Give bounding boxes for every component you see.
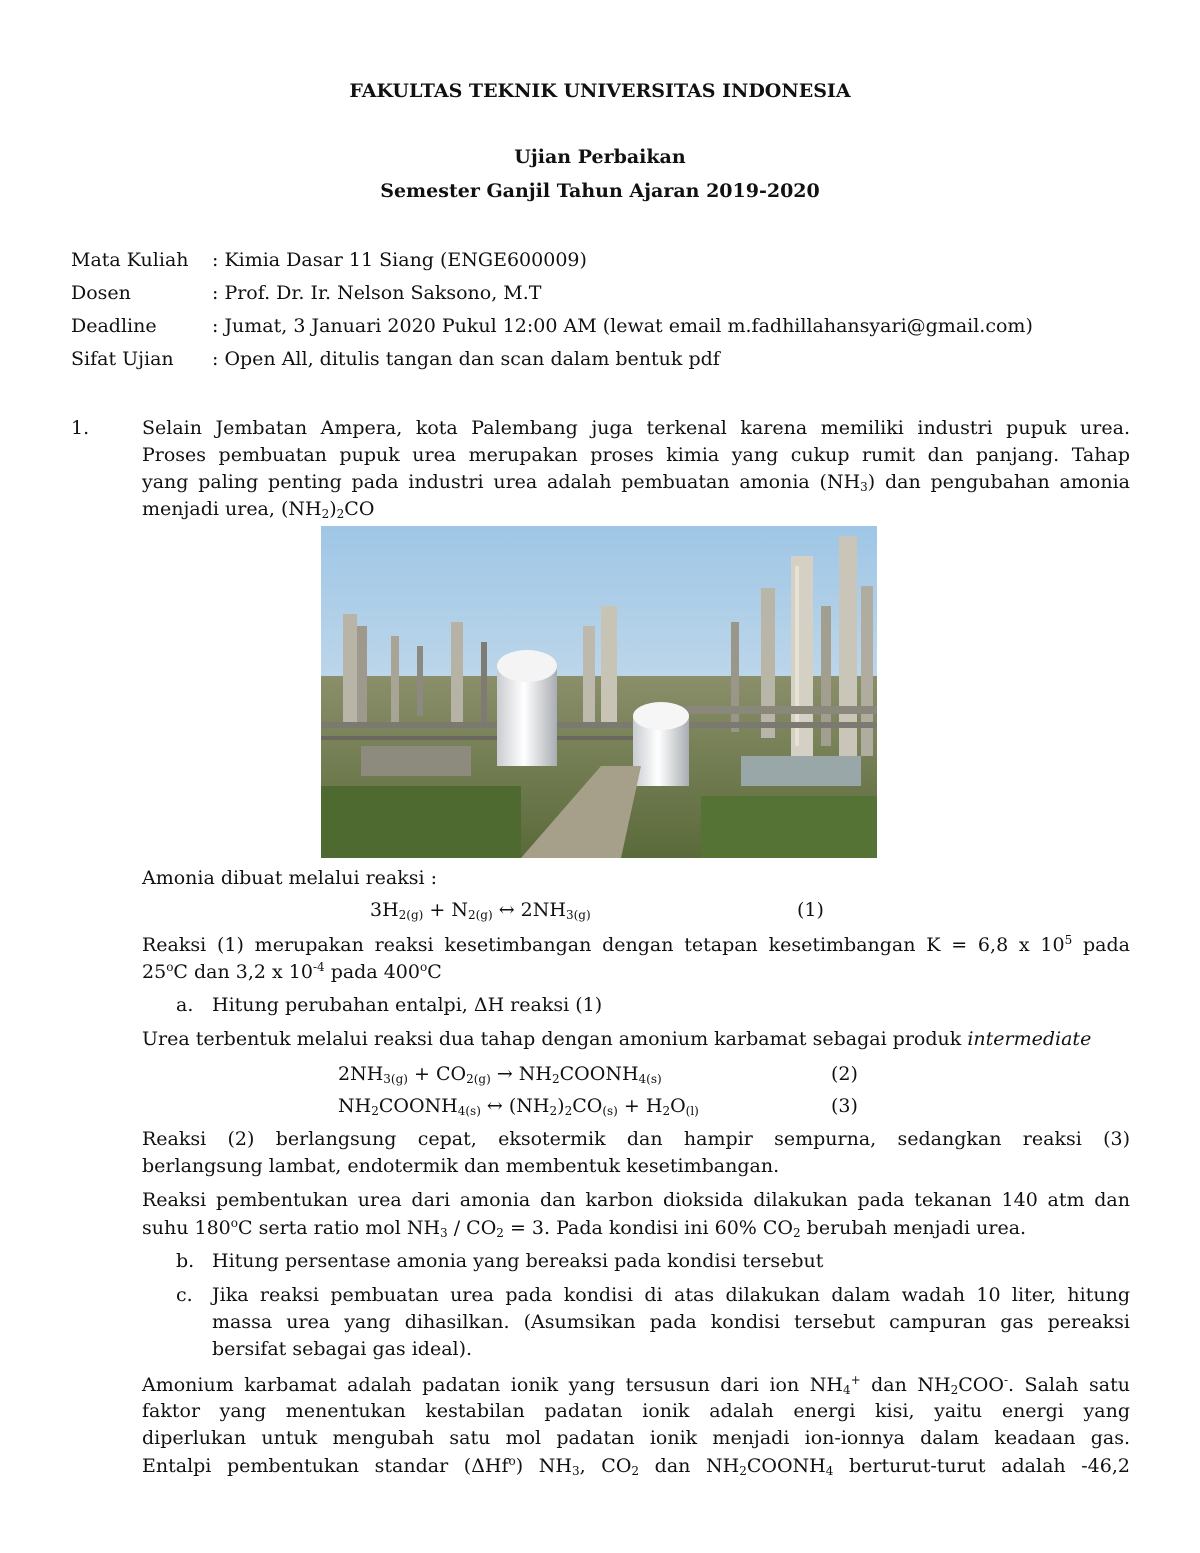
urea-plant-photo bbox=[321, 526, 877, 858]
k-line: 25$^o$C dan 3,2 x $10^{-4}$ pada 400$^o$C bbox=[142, 960, 442, 983]
meta-value: : Jumat, 3 Januari 2020 Pukul 12:00 AM (lewat email m.fadhillahansyari@gmail.com) bbox=[212, 315, 1033, 337]
part-c-line: Jika reaksi pembuatan urea pada kondisi di atas dilakukan dalam wadah 10 liter, hitung bbox=[212, 1284, 1130, 1306]
part-c-label: c. bbox=[176, 1284, 193, 1306]
paragraph-line: suhu 180$^o$C serta ratio mol $NH_3 / CO_2 = 3$. Pada kondisi ini 60% $CO_2$ berubah menjadi urea. bbox=[142, 1216, 1027, 1240]
equation-3-number: (3) bbox=[831, 1095, 858, 1117]
paragraph-line: diperlukan untuk mengubah satu mol padatan ionik menjadi ion-ionnya dalam keadaan gas. bbox=[142, 1427, 1130, 1449]
urea-intro: Urea terbentuk melalui reaksi dua tahap dengan amonium karbamat sebagai produk intermediate bbox=[142, 1028, 1092, 1050]
part-c-line: massa urea yang dihasilkan. (Asumsikan pada kondisi tersebut campuran gas pereaksi bbox=[212, 1311, 1130, 1333]
intro-line: menjadi urea, $(NH_2)_2CO$ bbox=[142, 498, 375, 521]
equation-2: $2NH_{3(g)} + CO_{2(g)}$ → $NH_2COONH_{4(s)}$ bbox=[338, 1063, 662, 1086]
paragraph-line: berlangsung lambat, endotermik dan membentuk kesetimbangan. bbox=[142, 1155, 780, 1177]
part-b-label: b. bbox=[176, 1250, 195, 1272]
meta-value: : Open All, ditulis tangan dan scan dalam bentuk pdf bbox=[212, 348, 720, 370]
paragraph-line: Entalpi pembentukan standar (ΔHf$^o$) $NH_3$, $CO_2$ dan $NH_2COONH_4$ berturut-turut adalah -46,2 bbox=[142, 1454, 1130, 1478]
semester-title: Semester Ganjil Tahun Ajaran 2019-2020 bbox=[380, 180, 820, 202]
k-line: Reaksi (1) merupakan reaksi kesetimbangan dengan tetapan kesetimbangan K = 6,8 x $10^5$ pada bbox=[142, 933, 1130, 956]
meta-value: : Prof. Dr. Ir. Nelson Saksono, M.T bbox=[212, 282, 542, 304]
part-a-label: a. bbox=[176, 994, 194, 1016]
equation-1: $3H_{2(g)} + N_{2(g)}$ ↔ $2NH_{3(g)}$ bbox=[370, 899, 591, 922]
meta-key: Mata Kuliah bbox=[71, 249, 189, 271]
part-a: Hitung perubahan entalpi, ΔH reaksi (1) bbox=[212, 994, 603, 1016]
question-number: 1. bbox=[71, 417, 90, 439]
part-c-line: bersifat sebagai gas ideal). bbox=[212, 1338, 473, 1360]
paragraph-line: Reaksi (2) berlangsung cepat, eksotermik dan hampir sempurna, sedangkan reaksi (3) bbox=[142, 1128, 1130, 1150]
intro-line: yang paling penting pada industri urea adalah pembuatan amonia $(NH_3)$ dan pengubahan amonia bbox=[142, 471, 1130, 494]
meta-key: Dosen bbox=[71, 282, 131, 304]
equation-3: $NH_2COONH_{4(s)}$ ↔ $(NH_2)_2CO_{(s)} + H_2O_{(l)}$ bbox=[338, 1095, 699, 1118]
meta-key: Deadline bbox=[71, 315, 157, 337]
paragraph-line: faktor yang menentukan kestabilan padatan ionik adalah energi kisi, yaitu energi yang bbox=[142, 1400, 1130, 1422]
equation-2-number: (2) bbox=[831, 1063, 858, 1085]
part-b: Hitung persentase amonia yang bereaksi pada kondisi tersebut bbox=[212, 1250, 824, 1272]
intro-line: Proses pembuatan pupuk urea merupakan proses kimia yang cukup rumit dan panjang. Tahap bbox=[142, 444, 1130, 466]
paragraph-line: Amonium karbamat adalah padatan ionik yang tersusun dari ion $NH_4^+$ dan $NH_2COO^-$. Salah satu bbox=[142, 1373, 1130, 1397]
meta-value: : Kimia Dasar 11 Siang (ENGE600009) bbox=[212, 249, 587, 271]
faculty-title: FAKULTAS TEKNIK UNIVERSITAS INDONESIA bbox=[349, 80, 851, 102]
intro-line: Selain Jembatan Ampera, kota Palembang juga terkenal karena memiliki industri pupuk urea. bbox=[142, 417, 1130, 439]
equation-1-number: (1) bbox=[797, 899, 824, 921]
ammonia-intro: Amonia dibuat melalui reaksi : bbox=[142, 867, 438, 889]
exam-title: Ujian Perbaikan bbox=[514, 146, 686, 168]
paragraph-line: Reaksi pembentukan urea dari amonia dan karbon dioksida dilakukan pada tekanan 140 atm dan bbox=[142, 1189, 1130, 1211]
meta-key: Sifat Ujian bbox=[71, 348, 174, 370]
